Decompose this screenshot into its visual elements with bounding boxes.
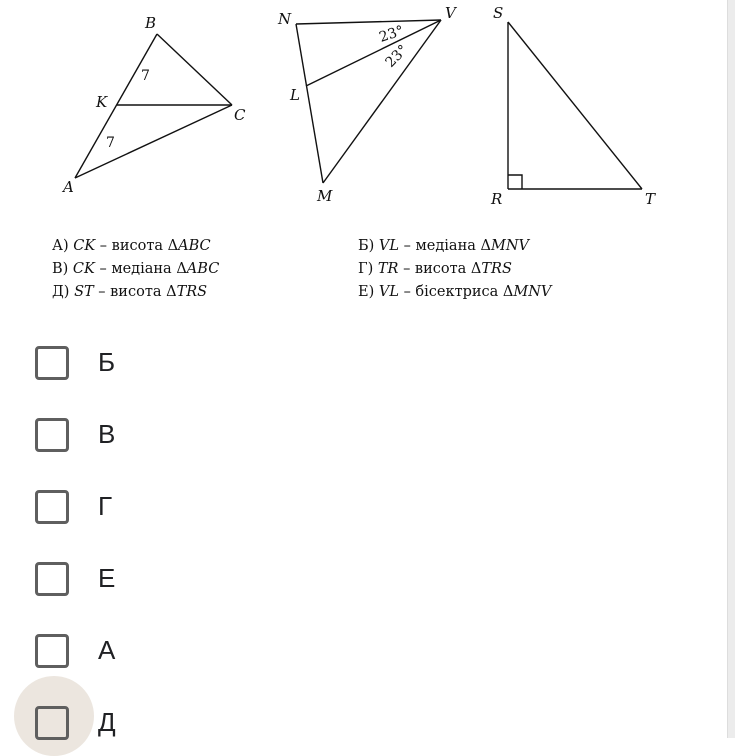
option-b[interactable] — [0, 330, 727, 390]
statement-triangle: ABC — [186, 261, 220, 277]
option-label[interactable]: Г — [98, 491, 113, 521]
option-d[interactable] — [0, 690, 727, 750]
label-t: T — [645, 190, 656, 208]
statement-triangle: MNV — [490, 238, 529, 254]
scrollbar-track[interactable] — [727, 0, 735, 738]
label-n: N — [278, 10, 292, 28]
segment-bk-length: 7 — [141, 68, 150, 84]
label-m: M — [317, 187, 333, 205]
statement-segment: CK — [73, 238, 96, 254]
statement-triangle: MNV — [513, 284, 552, 300]
triangle-mnv — [296, 20, 441, 183]
statement-segment: CK — [72, 261, 95, 277]
statement-segment: ST — [74, 284, 94, 300]
angle-nvl: 23° — [377, 22, 406, 46]
option-label[interactable]: Б — [98, 347, 116, 377]
statement-triangle: ABC — [178, 238, 211, 254]
side-nv — [296, 20, 441, 24]
label-c: C — [234, 106, 246, 124]
side-bc — [157, 34, 232, 105]
angle-lvm: 23° — [382, 41, 412, 71]
statement-prefix: Д) — [52, 284, 75, 300]
statement-b — [358, 235, 551, 258]
side-ts — [508, 22, 642, 189]
side-ca — [75, 105, 232, 178]
statement-prefix: А) — [52, 238, 74, 254]
statement-segment: TR — [377, 261, 399, 277]
statement-prefix: Г) — [358, 261, 378, 277]
label-v: V — [445, 4, 456, 22]
segment-vl — [306, 20, 441, 86]
statement-text: – висота Δ — [93, 284, 177, 300]
statement-d — [52, 281, 219, 304]
checkbox[interactable] — [35, 418, 69, 452]
option-label[interactable]: Д — [98, 707, 116, 737]
side-mn — [296, 24, 323, 183]
statement-v — [52, 258, 219, 281]
statement-g — [358, 258, 551, 281]
checkbox[interactable] — [35, 634, 69, 668]
label-r: R — [491, 190, 503, 208]
option-label[interactable]: В — [98, 419, 116, 449]
checkbox[interactable] — [35, 562, 69, 596]
option-a[interactable] — [0, 618, 727, 678]
label-b: B — [145, 14, 157, 32]
checkbox[interactable] — [35, 706, 69, 740]
triangle-trs — [508, 22, 642, 189]
statement-triangle: TRS — [481, 261, 512, 277]
statement-text: – медіана Δ — [94, 261, 187, 277]
statement-segment: VL — [378, 238, 400, 254]
statement-prefix: Б) — [358, 238, 379, 254]
triangles-drawing — [0, 0, 727, 230]
right-angle-mark — [508, 175, 522, 189]
statement-prefix: В) — [52, 261, 73, 277]
label-s: S — [493, 4, 504, 22]
geometry-figure — [0, 0, 727, 310]
statements-left-column — [52, 235, 219, 304]
label-l: L — [290, 86, 300, 104]
statement-triangle: TRS — [176, 284, 208, 300]
option-g[interactable] — [0, 474, 727, 534]
statement-prefix: Е) — [358, 284, 379, 300]
statement-text: – медіана Δ — [399, 238, 491, 254]
segment-ka-length: 7 — [106, 135, 115, 151]
option-label[interactable]: Е — [98, 563, 116, 593]
option-label[interactable]: А — [98, 635, 116, 665]
option-e[interactable] — [0, 546, 727, 606]
statement-segment: VL — [378, 284, 399, 300]
label-k: K — [96, 93, 108, 111]
statement-text: – висота Δ — [95, 238, 179, 254]
statement-text: – висота Δ — [398, 261, 482, 277]
checkbox[interactable] — [35, 346, 69, 380]
label-a: A — [63, 178, 74, 196]
side-ab — [75, 34, 157, 178]
statement-e — [358, 281, 551, 304]
checkbox[interactable] — [35, 490, 69, 524]
statement-text: – бісектриса Δ — [398, 284, 514, 300]
option-v[interactable] — [0, 402, 727, 462]
statements-right-column — [358, 235, 551, 304]
statement-a — [52, 235, 219, 258]
